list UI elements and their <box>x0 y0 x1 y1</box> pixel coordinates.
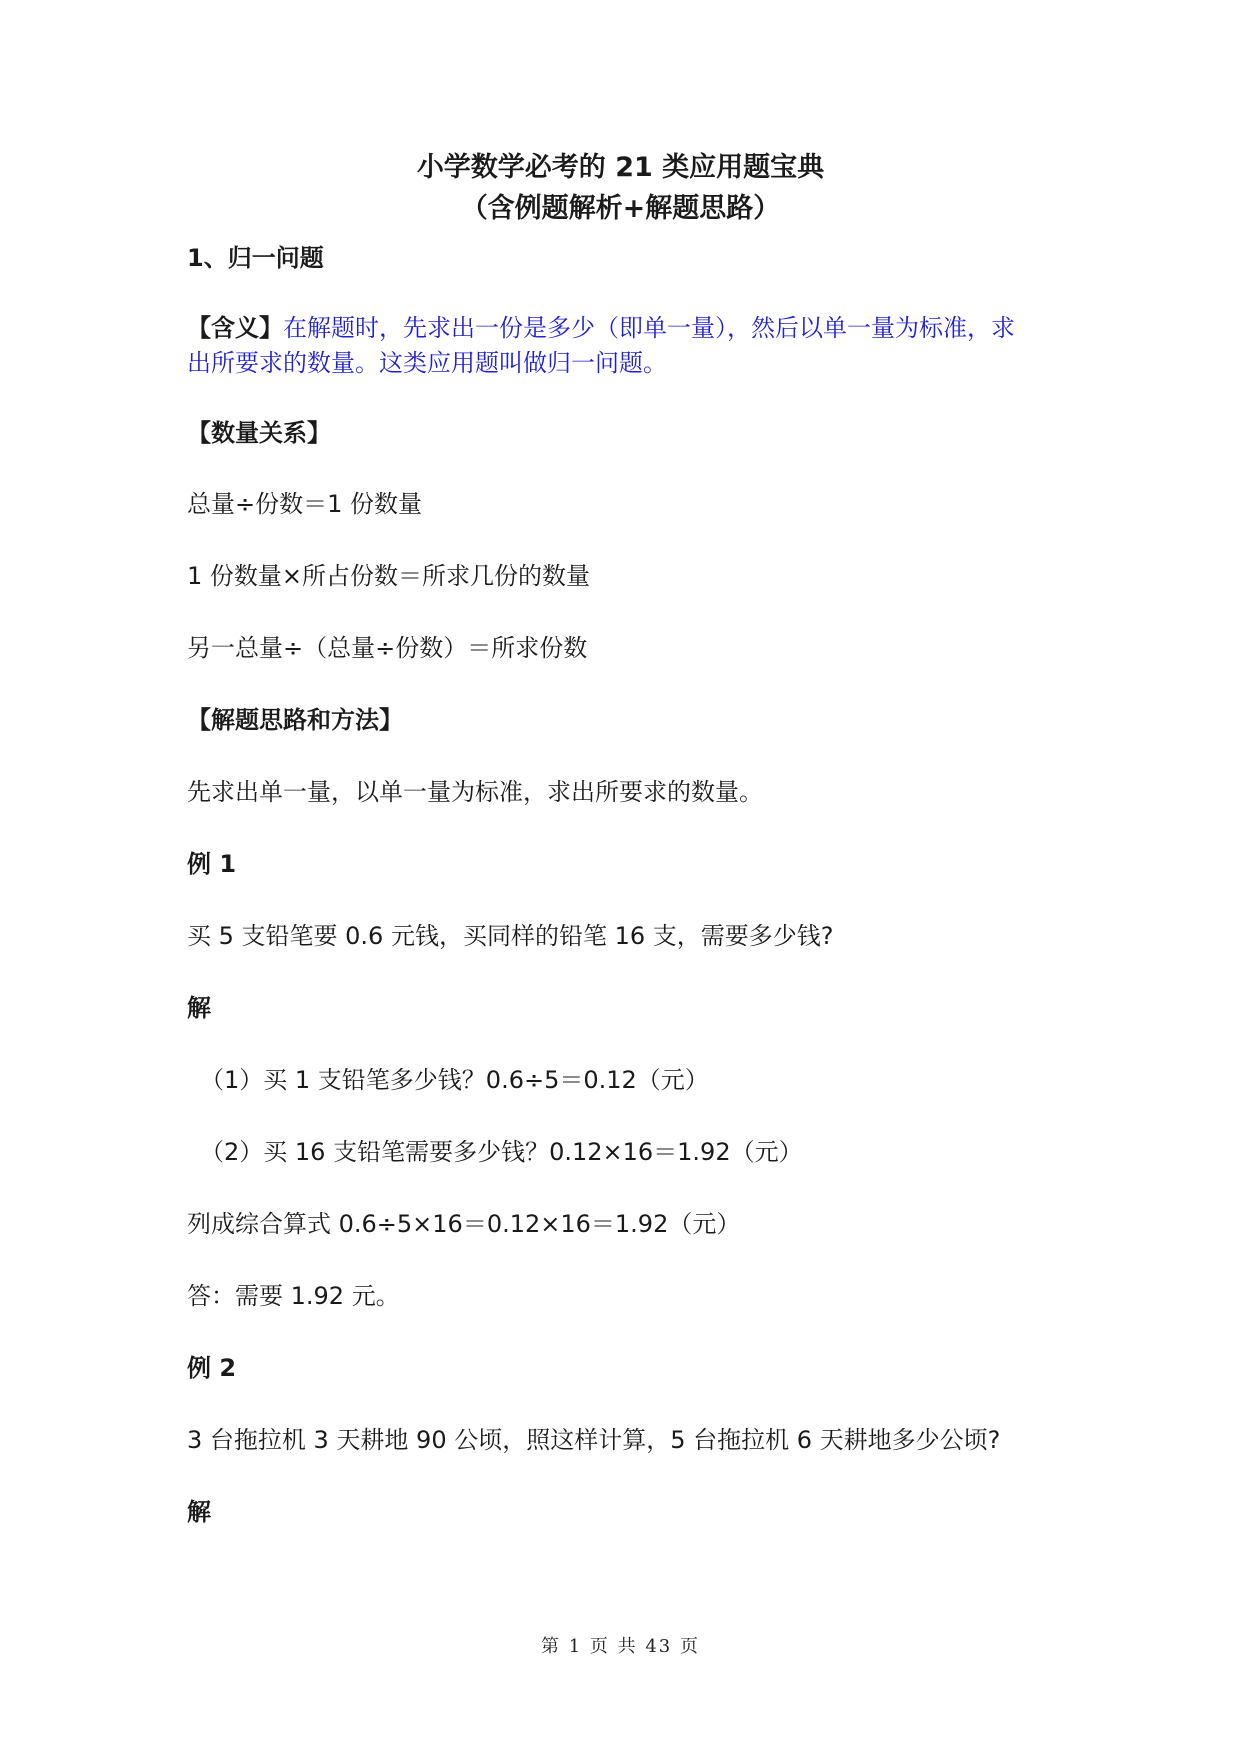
example1-answer: 答：需要 1.92 元。 <box>187 1282 400 1310</box>
relation-2: 1 份数量×所占份数＝所求几份的数量 <box>187 562 591 590</box>
document-title-line1: 小学数学必考的 21 类应用题宝典 <box>416 152 825 183</box>
example1-step1: （1）买 1 支铅笔多少钱？0.6÷5＝0.12（元） <box>200 1066 709 1094</box>
meaning-label: 【含义】 <box>187 314 283 342</box>
meaning-text-2: 出所要求的数量。这类应用题叫做归一问题。 <box>187 349 667 377</box>
example1-combined: 列成综合算式 0.6÷5×16＝0.12×16＝1.92（元） <box>187 1210 741 1238</box>
example2-solution-label: 解 <box>187 1498 211 1526</box>
relation-3: 另一总量÷（总量÷份数）＝所求份数 <box>187 634 588 662</box>
example1-question: 买 5 支铅笔要 0.6 元钱，买同样的铅笔 16 支，需要多少钱? <box>187 922 834 950</box>
meaning-text-1: 在解题时，先求出一份是多少（即单一量），然后以单一量为标准，求 <box>283 314 1015 342</box>
example1-label: 例 1 <box>187 850 237 878</box>
relation-label: 【数量关系】 <box>187 419 331 447</box>
relation-1: 总量÷份数＝1 份数量 <box>187 490 423 518</box>
meaning-paragraph-line1 <box>187 310 1067 346</box>
example2-label: 例 2 <box>187 1354 237 1382</box>
method-text: 先求出单一量，以单一量为标准，求出所要求的数量。 <box>187 778 763 806</box>
document-title-line2: （含例题解析+解题思路） <box>460 193 781 224</box>
example1-step2: （2）买 16 支铅笔需要多少钱？0.12×16＝1.92（元） <box>200 1138 803 1166</box>
method-label: 【解题思路和方法】 <box>187 706 403 734</box>
page-footer: 第 1 页 共 43 页 <box>541 1636 700 1657</box>
example1-solution-label: 解 <box>187 994 211 1022</box>
example2-question: 3 台拖拉机 3 天耕地 90 公顷，照这样计算，5 台拖拉机 6 天耕地多少公顷? <box>187 1426 1001 1454</box>
section-heading: 1、归一问题 <box>187 244 324 272</box>
